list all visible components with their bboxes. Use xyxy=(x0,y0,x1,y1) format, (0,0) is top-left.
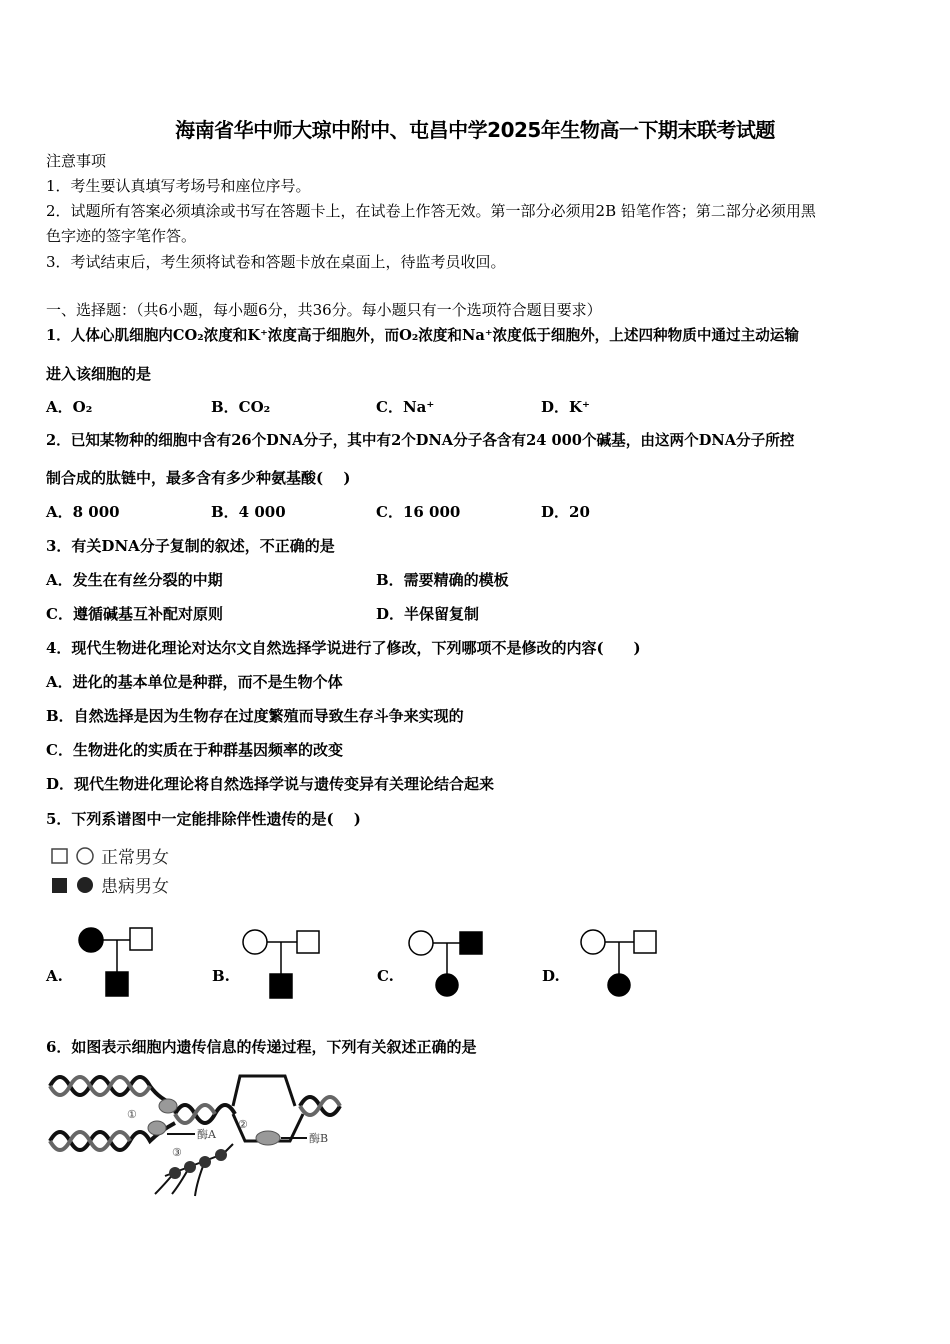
q1-option-d: D．K⁺ xyxy=(541,398,590,416)
q2-option-b: B．4 000 xyxy=(211,503,286,521)
q4-option-a: A．进化的基本单位是种群，而不是生物个体 xyxy=(46,673,343,691)
pedigree-charts xyxy=(40,920,680,1005)
q5-option-c: C. xyxy=(377,967,394,985)
q1-option-b: B．CO₂ xyxy=(211,398,271,416)
q3-option-d: D．半保留复制 xyxy=(376,605,480,623)
page-title: 海南省华中师大琼中附中、屯昌中学2025年生物高一下期末联考试题 xyxy=(175,118,775,142)
question-1-text: 进入该细胞的是 xyxy=(46,365,152,383)
label-process-2: ② xyxy=(238,1118,248,1131)
q2-option-a: A．8 000 xyxy=(46,503,120,521)
section-heading: 一、选择题：（共6小题，每小题6分，共36分。每小题只有一个选项符合题目要求） xyxy=(46,301,602,319)
legend-normal: 正常男女 xyxy=(101,848,169,868)
notice-item: 2．试题所有答案必须填涂或书写在答题卡上，在试卷上作答无效。第一部分必须用2B 铅笔作答；第二部分必须用黑 xyxy=(46,202,816,220)
legend-affected: 患病男女 xyxy=(101,877,169,897)
q4-option-b: B．自然选择是因为生物存在过度繁殖而导致生存斗争来实现的 xyxy=(46,707,464,725)
q2-option-c: C．16 000 xyxy=(376,503,461,521)
q1-option-a: A．O₂ xyxy=(46,398,93,416)
q3-option-b: B．需要精确的模板 xyxy=(376,571,509,589)
q5-option-d: D. xyxy=(542,967,560,985)
question-5-text: 5．下列系谱图中一定能排除伴性遗传的是( ) xyxy=(46,810,361,828)
q3-option-c: C．遵循碱基互补配对原则 xyxy=(46,605,223,623)
q1-option-c: C．Na⁺ xyxy=(376,398,435,416)
q3-option-a: A．发生在有丝分裂的中期 xyxy=(46,571,223,589)
pedigree-d xyxy=(581,930,656,996)
label-enzyme-b: 酶B xyxy=(309,1132,329,1145)
q5-option-b: B. xyxy=(212,967,230,985)
pedigree-b xyxy=(243,930,319,998)
question-2-text: 制合成的肽链中，最多含有多少种氨基酸( ) xyxy=(46,469,351,487)
pedigree-legend xyxy=(48,845,198,900)
notice-item: 1．考生要认真填写考场号和座位序号。 xyxy=(46,177,311,195)
pedigree-c xyxy=(409,931,482,996)
question-3-text: 3．有关DNA分子复制的叙述，不正确的是 xyxy=(46,537,335,555)
question-2-text: 2．已知某物种的细胞中含有26个DNA分子，其中有2个DNA分子各含有24 000个碱基，由这两个DNA分子所控 xyxy=(46,432,795,449)
gene-expression-figure xyxy=(45,1066,350,1206)
notice-item: 色字迹的签字笔作答。 xyxy=(46,227,197,245)
pedigree-a xyxy=(79,928,152,996)
question-6-text: 6．如图表示细胞内遗传信息的传递过程，下列有关叙述正确的是 xyxy=(46,1038,477,1056)
notice-heading: 注意事项 xyxy=(46,152,107,170)
label-process-3: ③ xyxy=(172,1146,182,1159)
notice-item: 3．考试结束后，考生须将试卷和答题卡放在桌面上，待监考员收回。 xyxy=(46,253,506,271)
question-4-text: 4．现代生物进化理论对达尔文自然选择学说进行了修改，下列哪项不是修改的内容( ) xyxy=(46,639,641,657)
q2-option-d: D．20 xyxy=(541,503,590,521)
label-enzyme-a: 酶A xyxy=(197,1128,216,1141)
q4-option-d: D．现代生物进化理论将自然选择学说与遗传变异有关理论结合起来 xyxy=(46,775,495,793)
question-1-text: 1．人体心肌细胞内CO₂浓度和K⁺浓度高于细胞外，而O₂浓度和Na⁺浓度低于细胞外，上述四种物质中通过主动运输 xyxy=(46,327,799,344)
q4-option-c: C．生物进化的实质在于种群基因频率的改变 xyxy=(46,741,343,759)
q5-option-a: A. xyxy=(46,967,63,985)
label-process-1: ① xyxy=(127,1108,137,1121)
